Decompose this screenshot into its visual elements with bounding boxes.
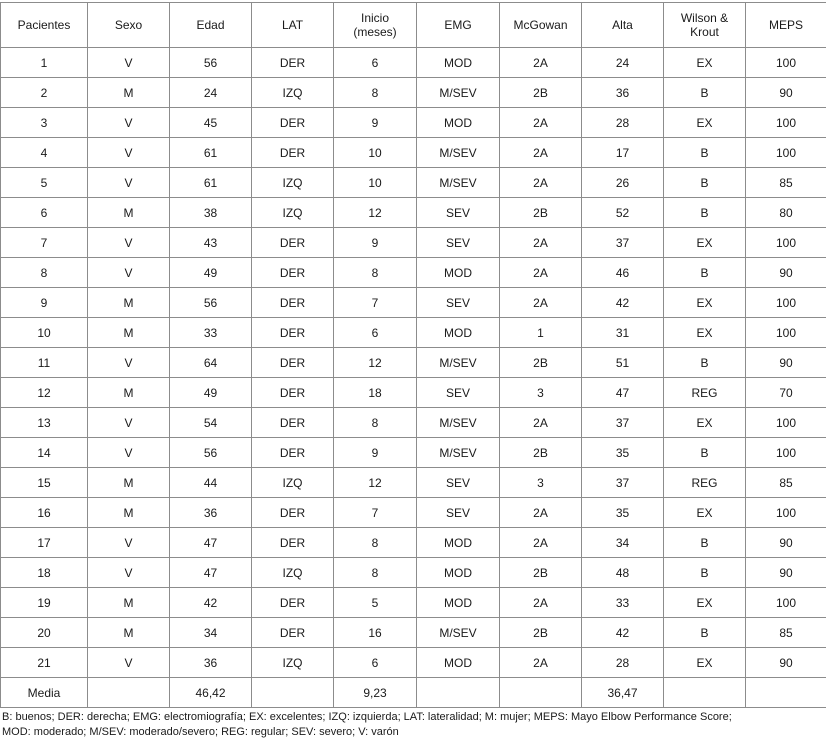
table-cell: M/SEV: [417, 78, 500, 108]
table-cell: M: [88, 498, 170, 528]
table-cell: 7: [1, 228, 88, 258]
table-cell: 2A: [500, 168, 582, 198]
table-row: [1, 498, 826, 528]
table-cell: 56: [170, 48, 252, 78]
table-cell: 42: [582, 618, 664, 648]
table-cell: M: [88, 468, 170, 498]
mean-cell: 46,42: [170, 678, 252, 708]
table-cell: EX: [664, 288, 746, 318]
table-cell: 13: [1, 408, 88, 438]
column-header: Wilson & Krout: [664, 3, 746, 48]
table-cell: 34: [582, 528, 664, 558]
table-cell: 2: [1, 78, 88, 108]
table-cell: 2A: [500, 498, 582, 528]
table-cell: M/SEV: [417, 438, 500, 468]
table-cell: M: [88, 618, 170, 648]
table-cell: REG: [664, 468, 746, 498]
table-cell: 3: [500, 378, 582, 408]
table-cell: 2A: [500, 408, 582, 438]
table-cell: 28: [582, 108, 664, 138]
table-cell: 11: [1, 348, 88, 378]
table-row: [1, 348, 826, 378]
column-header: McGowan: [500, 3, 582, 48]
table-cell: V: [88, 558, 170, 588]
table-cell: 100: [746, 228, 826, 258]
table-cell: MOD: [417, 648, 500, 678]
table-cell: 5: [334, 588, 417, 618]
table-row: [1, 108, 826, 138]
table-row: [1, 588, 826, 618]
table-cell: 18: [1, 558, 88, 588]
mean-cell: [746, 678, 826, 708]
table-cell: SEV: [417, 228, 500, 258]
table-row: [1, 258, 826, 288]
table-cell: MOD: [417, 588, 500, 618]
table-cell: 12: [334, 198, 417, 228]
table-cell: 35: [582, 438, 664, 468]
table-cell: 21: [1, 648, 88, 678]
table-cell: 80: [746, 198, 826, 228]
mean-cell: [664, 678, 746, 708]
table-body: [1, 48, 826, 678]
table-cell: 2A: [500, 228, 582, 258]
table-cell: 12: [334, 348, 417, 378]
mean-cell: [252, 678, 334, 708]
table-cell: DER: [252, 378, 334, 408]
table-cell: 24: [582, 48, 664, 78]
table-cell: 6: [1, 198, 88, 228]
table-cell: DER: [252, 438, 334, 468]
table-cell: 1: [1, 48, 88, 78]
table-cell: V: [88, 408, 170, 438]
table-cell: DER: [252, 528, 334, 558]
table-cell: 56: [170, 288, 252, 318]
table-cell: 8: [334, 558, 417, 588]
table-cell: MOD: [417, 258, 500, 288]
table-cell: 100: [746, 438, 826, 468]
table-cell: 15: [1, 468, 88, 498]
table-row: [1, 48, 826, 78]
table-row: [1, 198, 826, 228]
legend-line-2: MOD: moderado; M/SEV: moderado/severo; REG: regular; SEV: severo; V: varón: [2, 726, 399, 738]
table-cell: 1: [500, 318, 582, 348]
table-cell: 31: [582, 318, 664, 348]
table-cell: 24: [170, 78, 252, 108]
table-cell: DER: [252, 288, 334, 318]
table-cell: B: [664, 438, 746, 468]
table-cell: 2B: [500, 618, 582, 648]
footer-row: [1, 678, 826, 708]
table-legend: [2, 710, 822, 740]
table-cell: 54: [170, 408, 252, 438]
table-cell: SEV: [417, 288, 500, 318]
column-header: Sexo: [88, 3, 170, 48]
table-cell: 100: [746, 588, 826, 618]
column-header: Inicio (meses): [334, 3, 417, 48]
table-cell: EX: [664, 48, 746, 78]
table-cell: DER: [252, 138, 334, 168]
table-row: [1, 138, 826, 168]
table-cell: B: [664, 78, 746, 108]
column-header: Pacientes: [1, 3, 88, 48]
table-cell: 38: [170, 198, 252, 228]
table-cell: V: [88, 168, 170, 198]
table-cell: SEV: [417, 468, 500, 498]
table-cell: 9: [334, 228, 417, 258]
table-cell: EX: [664, 108, 746, 138]
table-cell: SEV: [417, 498, 500, 528]
table-row: [1, 438, 826, 468]
table-cell: 100: [746, 48, 826, 78]
table-cell: B: [664, 198, 746, 228]
table-cell: 2A: [500, 588, 582, 618]
table-cell: M/SEV: [417, 348, 500, 378]
table-cell: IZQ: [252, 558, 334, 588]
table-cell: IZQ: [252, 168, 334, 198]
table-cell: 8: [334, 258, 417, 288]
table-cell: 12: [334, 468, 417, 498]
table-cell: 10: [334, 168, 417, 198]
table-cell: 100: [746, 288, 826, 318]
table-cell: 16: [1, 498, 88, 528]
mean-cell: [417, 678, 500, 708]
table-cell: 12: [1, 378, 88, 408]
table-row: [1, 168, 826, 198]
table-cell: 9: [334, 108, 417, 138]
table-cell: V: [88, 48, 170, 78]
table-cell: 18: [334, 378, 417, 408]
table-row: [1, 318, 826, 348]
table-cell: 2A: [500, 48, 582, 78]
mean-cell: [88, 678, 170, 708]
table-cell: 47: [582, 378, 664, 408]
table-cell: M: [88, 588, 170, 618]
table-cell: 51: [582, 348, 664, 378]
table-cell: SEV: [417, 198, 500, 228]
table-cell: EX: [664, 588, 746, 618]
table-cell: M/SEV: [417, 618, 500, 648]
table-cell: 6: [334, 48, 417, 78]
table-cell: M: [88, 378, 170, 408]
table-cell: REG: [664, 378, 746, 408]
table-cell: 47: [170, 528, 252, 558]
table-cell: MOD: [417, 108, 500, 138]
table-cell: 33: [170, 318, 252, 348]
table-row: [1, 468, 826, 498]
table-row: [1, 618, 826, 648]
table-cell: 2A: [500, 288, 582, 318]
mean-cell: 9,23: [334, 678, 417, 708]
table-cell: 35: [582, 498, 664, 528]
table-cell: DER: [252, 228, 334, 258]
column-header: MEPS: [746, 3, 826, 48]
table-cell: 17: [1, 528, 88, 558]
table-cell: 42: [582, 288, 664, 318]
table-cell: EX: [664, 318, 746, 348]
table-cell: 37: [582, 228, 664, 258]
table-cell: 26: [582, 168, 664, 198]
table-cell: 4: [1, 138, 88, 168]
table-cell: 2B: [500, 348, 582, 378]
table-footer: [1, 678, 826, 708]
table-cell: 2A: [500, 258, 582, 288]
table-cell: B: [664, 258, 746, 288]
table-cell: 42: [170, 588, 252, 618]
table-cell: 44: [170, 468, 252, 498]
table-cell: 28: [582, 648, 664, 678]
table-row: [1, 78, 826, 108]
table-cell: 85: [746, 168, 826, 198]
table-cell: 2B: [500, 198, 582, 228]
table-cell: 8: [334, 528, 417, 558]
table-cell: 90: [746, 348, 826, 378]
table-cell: V: [88, 138, 170, 168]
table-cell: EX: [664, 408, 746, 438]
table-cell: 37: [582, 468, 664, 498]
table-cell: EX: [664, 648, 746, 678]
table-cell: 2A: [500, 648, 582, 678]
table-cell: B: [664, 168, 746, 198]
table-cell: V: [88, 528, 170, 558]
table-cell: IZQ: [252, 468, 334, 498]
table-cell: DER: [252, 48, 334, 78]
table-cell: 2A: [500, 528, 582, 558]
table-cell: V: [88, 348, 170, 378]
table-cell: 90: [746, 558, 826, 588]
column-header: EMG: [417, 3, 500, 48]
table-row: [1, 408, 826, 438]
table-cell: V: [88, 258, 170, 288]
table-cell: 36: [170, 648, 252, 678]
table-cell: MOD: [417, 318, 500, 348]
table-cell: DER: [252, 408, 334, 438]
table-cell: 3: [1, 108, 88, 138]
table-cell: 43: [170, 228, 252, 258]
table-cell: 10: [1, 318, 88, 348]
table-cell: B: [664, 528, 746, 558]
table-row: [1, 528, 826, 558]
table-cell: V: [88, 438, 170, 468]
table-cell: 46: [582, 258, 664, 288]
mean-label: Media: [1, 678, 88, 708]
table-cell: MOD: [417, 48, 500, 78]
table-cell: DER: [252, 108, 334, 138]
table-cell: 90: [746, 648, 826, 678]
column-header: LAT: [252, 3, 334, 48]
table-cell: DER: [252, 618, 334, 648]
patients-table: [0, 2, 826, 708]
table-cell: M/SEV: [417, 138, 500, 168]
table-cell: DER: [252, 318, 334, 348]
table-cell: 100: [746, 138, 826, 168]
table-cell: 90: [746, 78, 826, 108]
table-cell: DER: [252, 258, 334, 288]
table-row: [1, 378, 826, 408]
table-cell: V: [88, 108, 170, 138]
table-cell: M: [88, 78, 170, 108]
table-row: [1, 228, 826, 258]
table-cell: 36: [582, 78, 664, 108]
table-cell: 70: [746, 378, 826, 408]
table-cell: 17: [582, 138, 664, 168]
table-cell: MOD: [417, 528, 500, 558]
table-cell: B: [664, 618, 746, 648]
table-cell: 36: [170, 498, 252, 528]
table-cell: 45: [170, 108, 252, 138]
table-cell: EX: [664, 228, 746, 258]
table-cell: B: [664, 558, 746, 588]
table-cell: 100: [746, 318, 826, 348]
table-cell: 2A: [500, 108, 582, 138]
table-cell: 20: [1, 618, 88, 648]
table-cell: 2B: [500, 558, 582, 588]
table-cell: 64: [170, 348, 252, 378]
table-row: [1, 648, 826, 678]
table-cell: 47: [170, 558, 252, 588]
table-cell: MOD: [417, 558, 500, 588]
table-cell: 48: [582, 558, 664, 588]
table-cell: 8: [334, 78, 417, 108]
table-cell: V: [88, 228, 170, 258]
table-cell: 100: [746, 108, 826, 138]
table-cell: 56: [170, 438, 252, 468]
table-cell: 19: [1, 588, 88, 618]
table-cell: DER: [252, 588, 334, 618]
table-cell: 8: [1, 258, 88, 288]
table-cell: 37: [582, 408, 664, 438]
table-cell: 6: [334, 318, 417, 348]
table-cell: 7: [334, 498, 417, 528]
table-cell: 9: [334, 438, 417, 468]
table-cell: 90: [746, 258, 826, 288]
table-cell: M/SEV: [417, 168, 500, 198]
table-cell: 100: [746, 408, 826, 438]
table-cell: 34: [170, 618, 252, 648]
table-cell: M: [88, 198, 170, 228]
table-cell: IZQ: [252, 648, 334, 678]
table-cell: DER: [252, 498, 334, 528]
table-cell: DER: [252, 348, 334, 378]
table-cell: 33: [582, 588, 664, 618]
table-cell: 16: [334, 618, 417, 648]
table-cell: 100: [746, 498, 826, 528]
table-cell: 10: [334, 138, 417, 168]
table-cell: 2B: [500, 438, 582, 468]
table-cell: M: [88, 288, 170, 318]
header-row: [1, 3, 826, 48]
table-cell: EX: [664, 498, 746, 528]
table-row: [1, 288, 826, 318]
mean-cell: 36,47: [582, 678, 664, 708]
table-cell: 6: [334, 648, 417, 678]
table-cell: 5: [1, 168, 88, 198]
table-cell: 61: [170, 168, 252, 198]
table-cell: IZQ: [252, 198, 334, 228]
column-header: Alta: [582, 3, 664, 48]
table-cell: 8: [334, 408, 417, 438]
table-cell: 85: [746, 468, 826, 498]
table-cell: 14: [1, 438, 88, 468]
mean-cell: [500, 678, 582, 708]
table-row: [1, 558, 826, 588]
table-cell: 49: [170, 378, 252, 408]
column-header: Edad: [170, 3, 252, 48]
legend-line-1: B: buenos; DER: derecha; EMG: electromiografía; EX: excelentes; IZQ: izquierda; LAT: lateralidad; M: mujer; MEPS: Mayo Elbow Performance Score;: [2, 711, 732, 723]
table-cell: IZQ: [252, 78, 334, 108]
table-cell: 3: [500, 468, 582, 498]
table-cell: 2A: [500, 138, 582, 168]
table-cell: 7: [334, 288, 417, 318]
table-cell: 49: [170, 258, 252, 288]
table-cell: M/SEV: [417, 408, 500, 438]
table-cell: 61: [170, 138, 252, 168]
table-cell: V: [88, 648, 170, 678]
table-cell: 52: [582, 198, 664, 228]
table-cell: B: [664, 348, 746, 378]
table-cell: B: [664, 138, 746, 168]
table-cell: 2B: [500, 78, 582, 108]
table-header: [1, 3, 826, 48]
table-cell: M: [88, 318, 170, 348]
table-cell: 9: [1, 288, 88, 318]
table-cell: SEV: [417, 378, 500, 408]
table-cell: 85: [746, 618, 826, 648]
table-cell: 90: [746, 528, 826, 558]
